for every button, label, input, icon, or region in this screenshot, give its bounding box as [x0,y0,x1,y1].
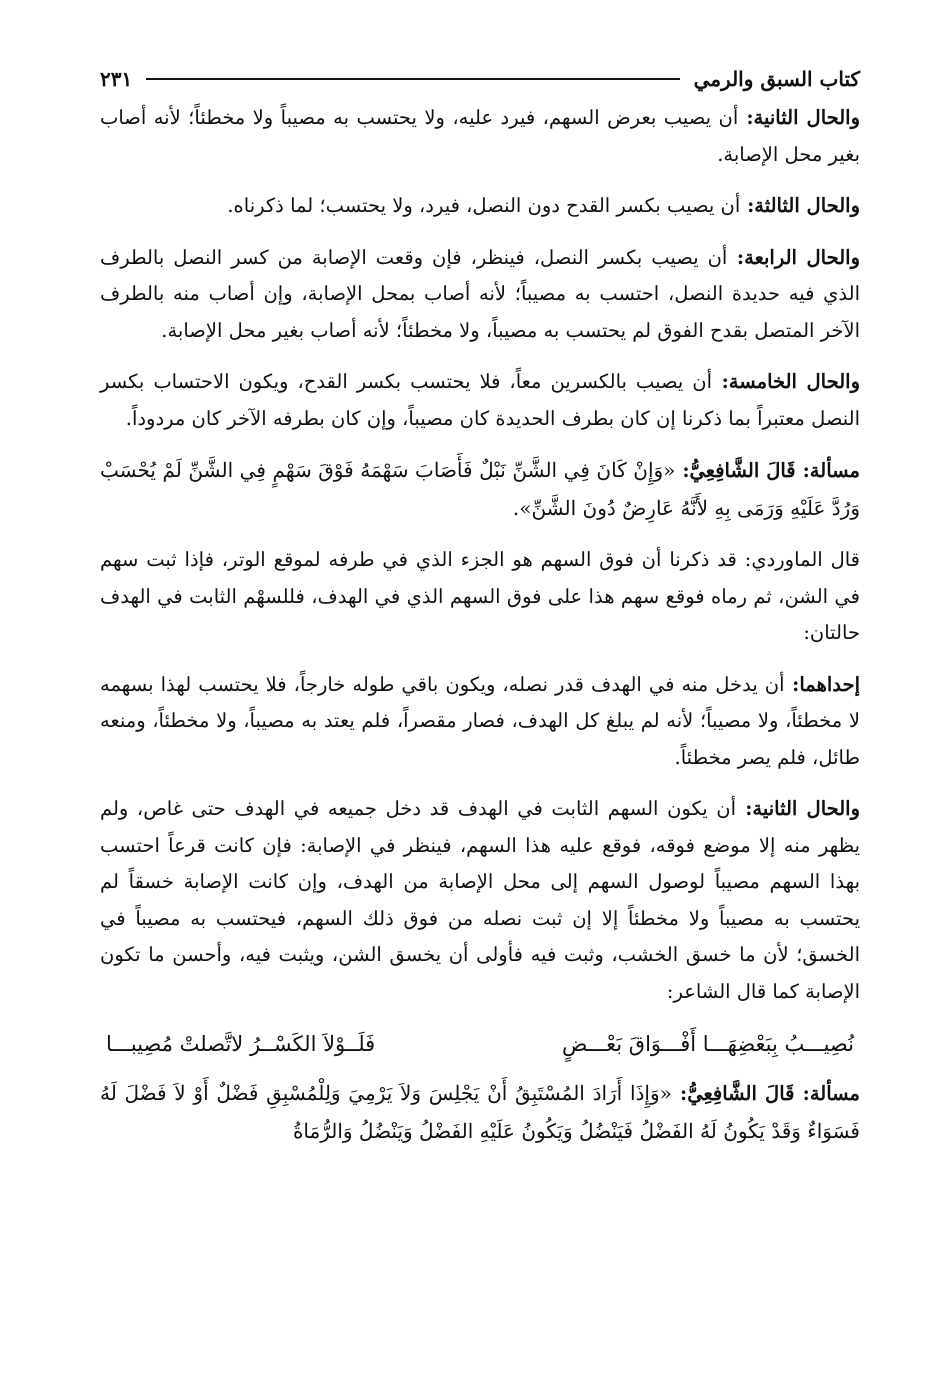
paragraph-text: أن يكون السهم الثابت في الهدف قد دخل جميعه في الهدف حتى غاص، ولم يظهر منه إلا موضع فوقه، فوقع عليه هذا السهم، فينظر في الإصابة: فإن كانت قرعاً احتسب بهذا السهم مصيباً لوصول السهم إلى محل الإصابة من الهدف، وإن كانت الإصابة خسقاً لم يحتسب به مصيباً ولا مخطئاً إلا إن ثبت نصله من فوق ذلك السهم، فيحتسب به مصيباً في الخسق؛ لأن ما خسق الخشب، وثبت فيه فأولى أن يخسق الشن، ويثبت فيه، وأحسن ما تكون الإصابة كما قال الشاعر: [100,797,860,1003]
page-header [100,62,860,96]
paragraph-text: أن يصيب بعرض السهم، فيرد عليه، ولا يحتسب به مصيباً ولا مخطئاً؛ لأنه أصاب بغير محل الإصابة. [100,106,860,166]
shafii-quote: «وَإِنْ كَانَ فِي الشَّنِّ نَبْلٌ فَأَصَابَ سَهْمَهُ فَوْقَ سَهْمٍ فِي الشَّنِّ لَمْ يُحْسَبْ وَرُدَّ عَلَيْهِ وَرَمَى بِهِ لأَنَّهُ عَارِضٌ دُونَ الشَّنِّ». [100,458,860,520]
paragraph-text: أن يصيب بالكسرين معاً، فلا يحتسب بكسر القدح، ويكون الاحتساب بكسر النصل معتبراً بما ذكرنا إن كان بطرف الحديدة كان مصيباً، وإن كان بطرفه الآخر كان مردوداً. [100,370,860,430]
paragraph-final-masala [100,1075,860,1150]
paragraph-lead: مسألة: قَالَ الشَّافِعِيُّ: [675,459,860,482]
header-rule [146,78,679,80]
shafii-quote: «وَإِذَا أَرَادَ المُسْتَبِقُ أَنْ يَجْلِسَ وَلاَ يَرْمِيَ وَلِلْمُسْبِقِ فَضْلٌ أَوْ لاَ فَضْلَ لَهُ فَسَوَاءٌ وَقَدْ يَكُونُ لَهُ الفَضْلُ فَيَنْضُلُ وَيَكُونُ عَلَيْهِ الفَضْلُ وَيَنْضُلُ وَالرُّمَاةُ [100,1081,860,1143]
paragraph-lead: والحال الخامسة: [712,370,860,393]
paragraph-second-case [100,100,860,173]
paragraph-lead: والحال الرابعة: [727,245,860,269]
paragraph-text: قال الماوردي: قد ذكرنا أن فوق السهم هو الجزء الذي في طرفه لموقع الوتر، فإذا ثبت سهم في الشن، ثم رماه فوقع سهم هذا على فوق السهم الذي في الهدف، فللسهْم الثابت في الهدف حالتان: [100,548,860,644]
paragraph-lead: والحال الثالثة: [740,194,860,217]
paragraph-third-case [100,188,860,225]
paragraph-mawardi [100,542,860,652]
paragraph-masala-shafii [100,452,860,527]
poetry-verse [100,1025,860,1063]
verse-second-hemistich: نُصِيـــبُ بِبَعْضِهَـــا أَفْـــوَاقَ بَعْـــضٍ [561,1032,854,1056]
paragraph-text: أن يصيب بكسر القدح دون النصل، فيرد، ولا يحتسب؛ لما ذكرناه. [227,194,741,217]
paragraph-lead: والحال الثانية: [736,797,860,820]
paragraph-first-state [100,667,860,777]
paragraph-text: أن يدخل منه في الهدف قدر نصله، ويكون باقي طوله خارجاً، فلا يحتسب لهذا بسهمه لا مخطئاً، ولا مصيباً؛ لأنه لم يبلغ كل الهدف، فصار مقصراً، فلم يعتد به مصيباً، ولا مخطئاً، ومنعه طائل، فلم يصر مخطئاً. [100,672,860,769]
paragraph-text: أن يصيب بكسر النصل، فينظر، فإن وقعت الإصابة من كسر النصل بالطرف الذي فيه حديدة النصل، احتسب به مصيباً؛ لأنه أصاب بمحل الإصابة، وإن أصاب منه بالطرف الآخر المتصل بقدح الفوق لم يحتسب به مصيباً، ولا مخطئاً؛ لأنه أصاب بغير محل الإصابة. [100,245,860,342]
paragraph-lead: مسألة: قَالَ الشَّافِعِيُّ: [671,1082,860,1105]
paragraph-fifth-case [100,364,860,437]
paragraph-fourth-case [100,240,860,350]
page-number: ٢٣١ [100,67,133,91]
verse-first-hemistich: فَلَــوْلاَ الكَسْــرُ لاتَّصلتْ مُصِيبـــا [106,1032,376,1056]
paragraph-lead: إحداهما: [784,672,860,696]
paragraph-second-state [100,791,860,1010]
page [100,62,860,1165]
book-title: كتاب السبق والرمي [693,67,860,91]
paragraph-lead: والحال الثانية: [738,106,860,129]
